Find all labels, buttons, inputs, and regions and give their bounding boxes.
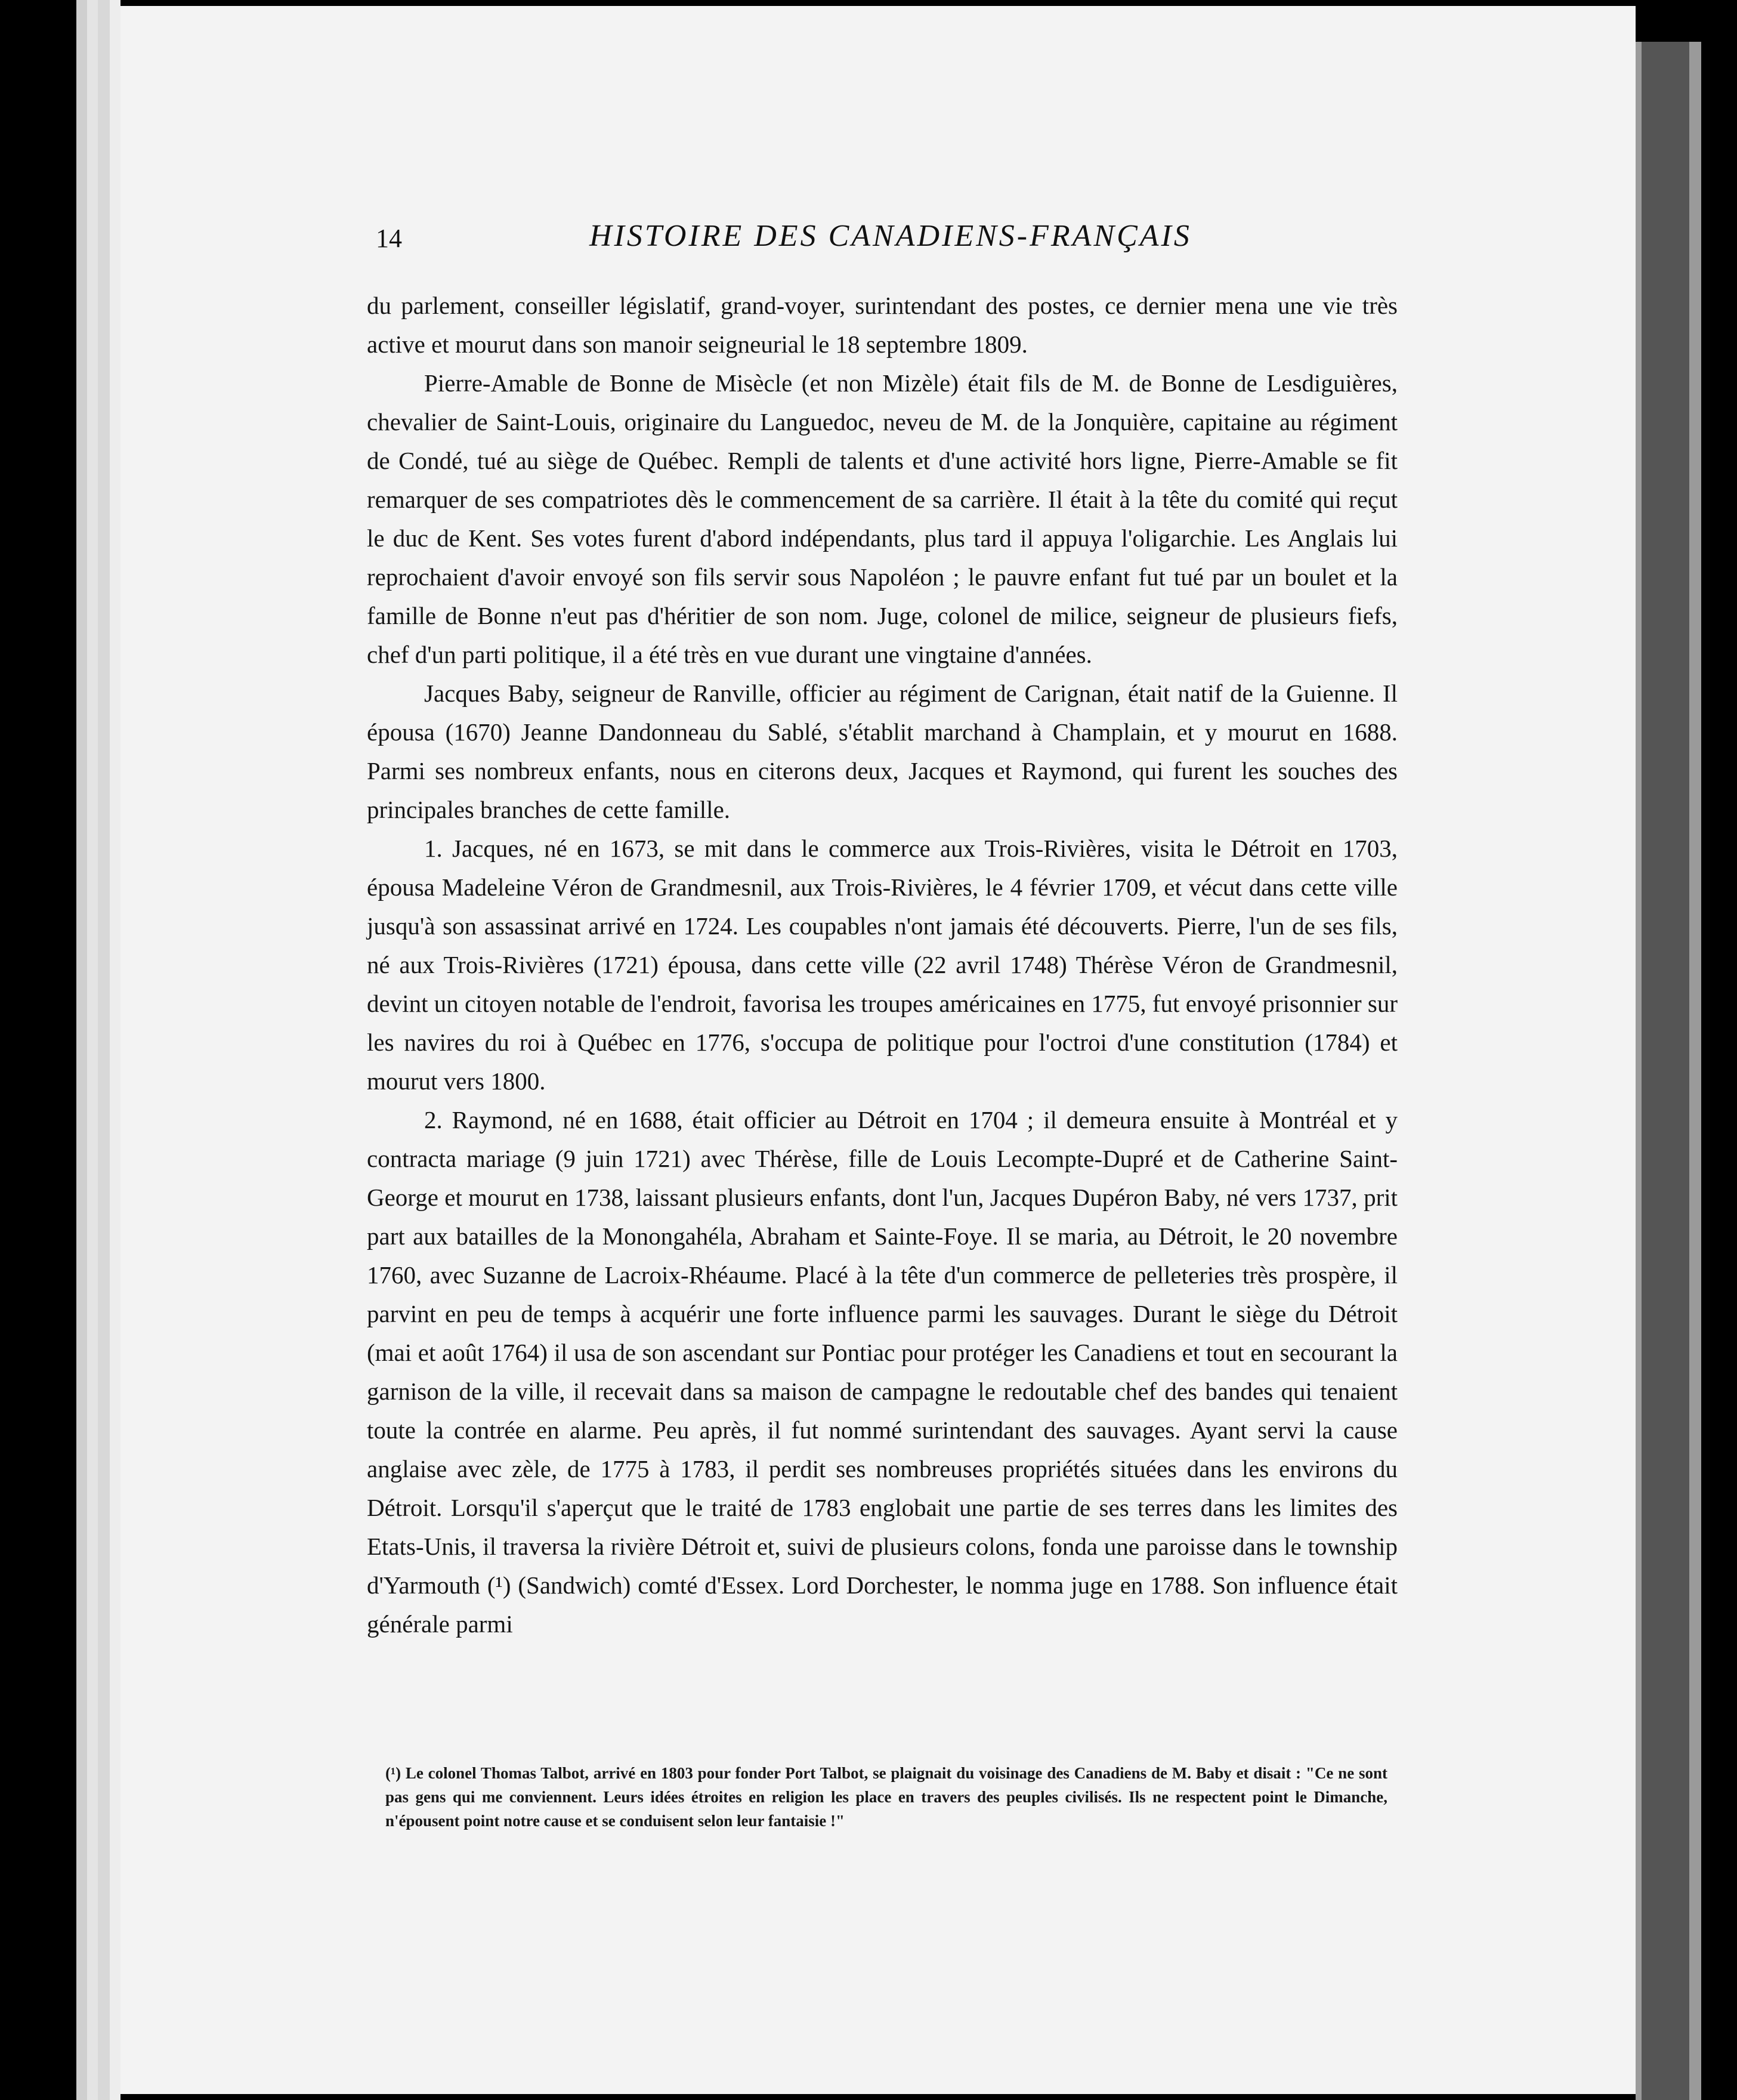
paragraph: du parlement, conseiller législatif, grand-voyer, surintendant des postes, ce dernier mena une vie très active et mourut dans son manoir seigneurial le 18 septembre 1809.	[367, 292, 1398, 358]
page-header	[376, 218, 1449, 284]
footnotes	[385, 1761, 1387, 1833]
running-title: HISTOIRE DES CANADIENS-FRANÇAIS	[589, 219, 1192, 253]
page-stack-edge	[76, 0, 87, 2100]
facing-page-edge	[1642, 42, 1689, 2100]
body-text	[367, 286, 1398, 1644]
page-stack-edge	[87, 0, 98, 2100]
page-number: 14	[376, 224, 402, 253]
footnote: (¹) Le colonel Thomas Talbot, arrivé en 1803 pour fonder Port Talbot, se plaignait du voisinage des Canadiens de M. Baby et disait : "Ce ne sont pas gens qui me conviennent. Leurs idées étroites en religion les place en travers des peuples civilisés. Ils ne respectent point le Dimanche, n'épousent point notre cause et se conduisent selon leur fantaisie !"	[385, 1764, 1387, 1830]
paragraph: Jacques Baby, seigneur de Ranville, officier au régiment de Carignan, était natif de la Guienne. Il épousa (1670) Jeanne Dandonneau du Sablé, s'établit marchand à Champlain, et y mourut en 1688. Parmi ses nombreux enfants, nous en citerons deux, Jacques et Raymond, qui furent les souches des principales branches de cette famille.	[367, 680, 1398, 823]
paragraph: 1. Jacques, né en 1673, se mit dans le commerce aux Trois-Rivières, visita le Détroit en 1703, épousa Madeleine Véron de Grandmesnil, aux Trois-Rivières, le 4 février 1709, et vécut dans cette ville jusqu'à son assassinat arrivé en 1724. Les coupables n'ont jamais été découverts. Pierre, l'un de ses fils, né aux Trois-Rivières (1721) épousa, dans cette ville (22 avril 1748) Thérèse Véron de Grandmesnil, devint un citoyen notable de l'endroit, favorisa les troupes américaines en 1775, fut envoyé prisonnier sur les navires du roi à Québec en 1776, s'occupa de politique pour l'octroi d'une constitution (1784) et mourut vers 1800.	[367, 835, 1398, 1095]
paragraph: 2. Raymond, né en 1688, était officier au Détroit en 1704 ; il demeura ensuite à Montréal et y contracta mariage (9 juin 1721) avec Thérèse, fille de Louis Lecompte-Dupré et de Catherine Saint-George et mourut en 1738, laissant plusieurs enfants, dont l'un, Jacques Dupéron Baby, né vers 1737, prit part aux batailles de la Monongahéla, Abraham et Sainte-Foye. Il se maria, au Détroit, le 20 novembre 1760, avec Suzanne de Lacroix-Rhéaume. Placé à la tête d'un commerce de pelleteries très prospère, il parvint en peu de temps à acquérir une forte influence parmi les sauvages. Durant le siège du Détroit (mai et août 1764) il usa de son ascendant sur Pontiac pour protéger les Canadiens et tout en secourant la garnison de la ville, il recevait dans sa maison de campagne le redoutable chef des bandes qui tenaient toute la contrée en alarme. Peu après, il fut nommé surintendant des sauvages. Ayant servi la cause anglaise avec zèle, de 1775 à 1783, il perdit ses nombreuses propriétés situées dans les environs du Détroit. Lorsqu'il s'aperçut que le traité de 1783 englobait une partie de ses terres dans les limites des Etats-Unis, il traversa la rivière Détroit et, suivi de plusieurs colons, fonda une paroisse dans le township d'Yarmouth (¹) (Sandwich) comté d'Essex. Lord Dorchester, le nomma juge en 1788. Son influence était générale parmi	[367, 1106, 1398, 1638]
paragraph: Pierre-Amable de Bonne de Misècle (et non Mizèle) était fils de M. de Bonne de Lesdiguières, chevalier de Saint-Louis, originaire du Languedoc, neveu de M. de la Jonquière, capitaine au régiment de Condé, tué au siège de Québec. Rempli de talents et d'une activité hors ligne, Pierre-Amable se fit remarquer de ses compatriotes dès le commencement de sa carrière. Il était à la tête du comité qui reçut le duc de Kent. Ses votes furent d'abord indépendants, plus tard il appuya l'oligarchie. Les Anglais lui reprochaient d'avoir envoyé son fils servir sous Napoléon ; le pauvre enfant fut tué par un boulet et la famille de Bonne n'eut pas d'héritier de son nom. Juge, colonel de milice, seigneur de plusieurs fiefs, chef d'un parti politique, il a été très en vue durant une vingtaine d'années.	[367, 369, 1398, 668]
page-stack-edge	[98, 0, 110, 2100]
page-stack-edge	[110, 0, 120, 2100]
